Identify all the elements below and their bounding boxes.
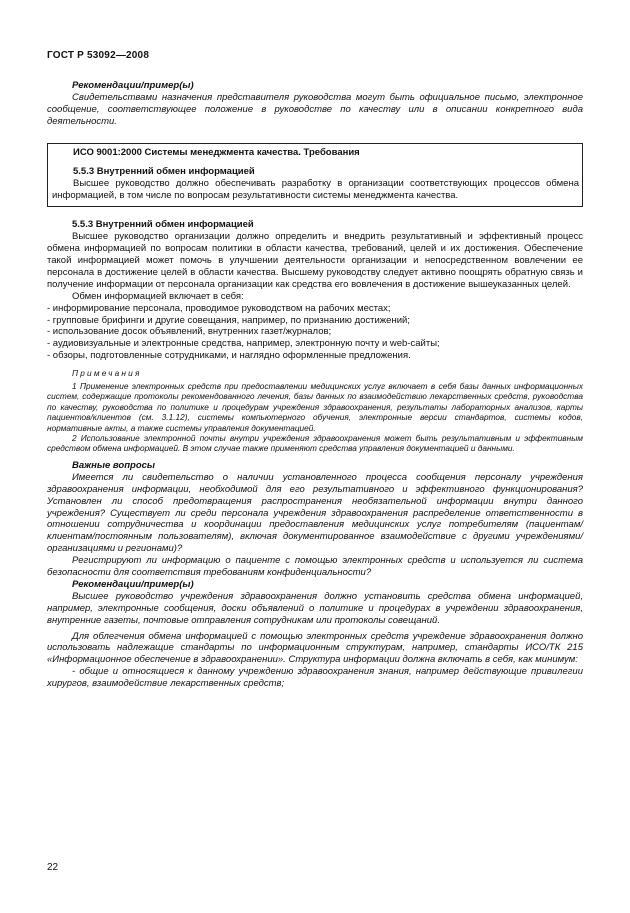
page-number: 22 <box>47 862 59 873</box>
list-item: - обзоры, подготовленные сотрудниками, и наглядно оформленные предложения. <box>47 350 411 362</box>
page-content <box>47 80 583 690</box>
important-question-1: Имеется ли свидетельство о наличии установленного процесса сообщения персоналу учреждения здравоохранения информации, необходимой для его результативного и эффективного функционирования? Установлен ли способ предотвращения распространения необязательной информации внутри данного учреждения? Существует ли среди персонала учреждения здравоохранения распределение ответственности в отношении сотрудничества и координации предоставления медицинских услуг потребителям (пациентам/клиентам/постоянным пользователям), включая документированное взаимодействие с другими учреждениями/организациями и регионами)? <box>47 471 583 555</box>
iso-box-title: ИСО 9001:2000 Системы менеджмента качества. Требования <box>73 146 360 158</box>
note-2: 2 Использование электронной почты внутри учреждения здравоохранения может быть результативным и эффективным средством обмена информацией. В этом случае также применяют средства управления документацией и данными. <box>47 433 583 454</box>
recommendations-paragraph-1: Высшее руководство учреждения здравоохранения должно установить средства обмена информацией, например, электронные сообщения, доски объявлений о политике и процедурах в учреждении здравоохранения, внутренние газеты, почтовые отправления сотрудникам или протоколы совещаний. <box>47 590 583 626</box>
recommendations-heading: Рекомендации/пример(ы) <box>72 80 194 91</box>
document-header: ГОСТ Р 53092—2008 <box>47 50 150 61</box>
note-1: 1 Применение электронных средств при предоставлении медицинских услуг включает в себя базы данных информационных систем, содержащие протоколы рекомендованного лечения, базы данных по взаимодействию лекарственных средств, руководства по качеству, руководства по политике и процедурам учреждения здравоохранения, результаты лабораторных анализов, карты пациентов/клиентов (см. 3.1.12), системы компьютерного обучения, электронные версии стандартов, системы кодов, нормативные акты, а также системы управления документацией. <box>47 381 583 433</box>
iso-box-text: Высшее руководство должно обеспечивать разработку в организации соответствующих процессов обмена информацией, в том числе по вопросам результативности системы менеджмента качества. <box>52 178 579 202</box>
recommendations-heading-2: Рекомендации/пример(ы) <box>72 578 194 590</box>
iso-box-section: 5.5.3 Внутренний обмен информацией <box>73 165 255 177</box>
list-item: - групповые брифинги и другие совещания, например, по признанию достижений; <box>47 314 410 326</box>
important-question-2: Регистрируют ли информацию о пациенте с помощью электронных средств и используется ли система безопасности для соответствия требованиям конфиденциальности? <box>47 555 583 579</box>
list-item: - аудиовизуальные и электронные средства, например, электронную почту и web-сайты; <box>47 338 440 350</box>
important-questions-heading: Важные вопросы <box>72 459 156 471</box>
iso-requirement-box <box>47 143 583 208</box>
recommendations-text: Свидетельствами назначения представителя руководства могут быть официальное письмо, электронное сообщение, соответствующее положение в руководстве по качеству или в описании конкретного вида деятельности. <box>47 91 583 127</box>
list-item: - информирование персонала, проводимое руководством на рабочих местах; <box>47 302 391 314</box>
section-paragraph: Высшее руководство организации должно определить и внедрить результативный и эффективный процесс обмена информацией по вопросам политики в области качества, требований, целей и их достижения. Обеспечение такой информацией может помочь в улучшении деятельности организации и непосредственном вовлечении ее персонала в достижение целей в области качества. Высшему руководству следует активно поощрять обратную связь и получение информации от персонала организации как средства его вовлечения в достижение вышеуказанных целей. <box>47 231 583 290</box>
notes-heading: Примечания <box>72 368 142 379</box>
list-item: - использование досок объявлений, внутренних газет/журналов; <box>47 326 332 338</box>
recommendations-paragraph-3: - общие и относящиеся к данному учреждению здравоохранения знания, например действующие привилегии хирургов, взаимодействие лекарственных средств; <box>47 666 583 690</box>
section-heading: 5.5.3 Внутренний обмен информацией <box>72 219 254 231</box>
recommendations-paragraph-2: Для облегчения обмена информацией с помощью электронных средств учреждение здравоохранения должно использовать надлежащие стандарты по информационным структурам, например, стандарты ИСО/ТК 215 «Информационное обеспечение в здравоохранении». Структура информации должна включать в себя, как минимум: <box>47 630 583 666</box>
list-intro: Обмен информацией включает в себя: <box>72 290 244 302</box>
